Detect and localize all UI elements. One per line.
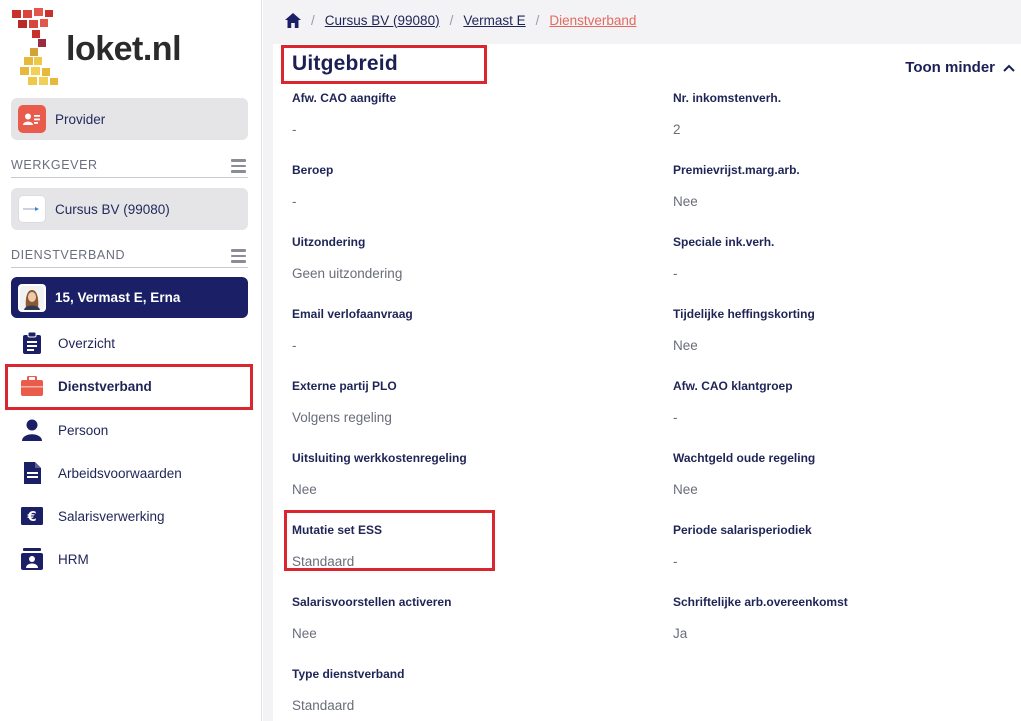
- field-beroep: [292, 163, 622, 209]
- field-value: Nee: [673, 338, 698, 353]
- field-label: Nr. inkomstenverh.: [673, 91, 782, 105]
- euro-icon: [21, 505, 43, 527]
- field-label: Uitzondering: [292, 235, 366, 249]
- nav-item-hrm[interactable]: [0, 539, 262, 579]
- field-tijdelijke-heffingskorting: [673, 307, 1003, 353]
- employee-label: 15, Vermast E, Erna: [55, 290, 181, 305]
- field-nr-inkomstenverh: [673, 91, 1003, 137]
- employer-button[interactable]: [11, 188, 248, 230]
- dienstverband-menu-icon[interactable]: [231, 249, 246, 266]
- field-value: 2: [673, 122, 681, 137]
- breadcrumb-employer-link[interactable]: Cursus BV (99080): [324, 12, 440, 28]
- field-label: Afw. CAO aangifte: [292, 91, 397, 105]
- werkgever-menu-icon[interactable]: [231, 159, 246, 176]
- field-label: Externe partij PLO: [292, 379, 397, 393]
- nav-label-persoon: Persoon: [58, 422, 109, 438]
- field-label: Salarisvoorstellen activeren: [292, 595, 452, 609]
- field-externe-partij-plo: [292, 379, 622, 425]
- field-value: -: [292, 122, 297, 137]
- dienstverband-heading: DIENSTVERBAND: [11, 248, 126, 262]
- nav-item-overzicht[interactable]: [0, 323, 262, 363]
- field-value: Geen uitzondering: [292, 266, 403, 281]
- chevron-up-icon: [1003, 64, 1015, 72]
- clipboard-icon: [21, 332, 43, 354]
- main-content: [263, 0, 1021, 721]
- hrm-icon: [21, 548, 43, 570]
- field-label: Periode salarisperiodiek: [673, 523, 812, 537]
- svg-text:€: €: [27, 510, 37, 525]
- field-label: Afw. CAO klantgroep: [673, 379, 793, 393]
- field-value: Nee: [673, 482, 698, 497]
- breadcrumb-employee-link[interactable]: Vermast E: [463, 12, 526, 28]
- logo-mark-icon: [10, 8, 70, 86]
- werkgever-section-header: [11, 156, 248, 178]
- nav-label-overzicht: Overzicht: [58, 335, 116, 351]
- nav-item-arbeidsvoorwaarden[interactable]: [0, 453, 262, 493]
- field-schriftelijke-arb-overeenkomst: [673, 595, 1003, 641]
- breadcrumb-separator: /: [449, 12, 454, 28]
- uitgebreid-card: [273, 44, 1021, 721]
- field-value: Volgens regeling: [292, 410, 392, 425]
- provider-button[interactable]: [11, 98, 248, 140]
- field-value: -: [673, 410, 678, 425]
- nav-item-persoon[interactable]: [0, 410, 262, 450]
- field-label: Wachtgeld oude regeling: [673, 451, 816, 465]
- nav-label-arbeidsvoorwaarden: Arbeidsvoorwaarden: [58, 465, 182, 481]
- employee-button[interactable]: [11, 277, 248, 318]
- breadcrumb-current-link[interactable]: Dienstverband: [549, 12, 637, 28]
- employee-avatar: [18, 284, 46, 312]
- highlight-mutatie-set-ess: [284, 510, 495, 571]
- nav-label-dienstverband: Dienstverband: [58, 378, 152, 394]
- field-wachtgeld-oude-regeling: [673, 451, 1003, 497]
- field-label: Mutatie set ESS: [292, 523, 383, 537]
- highlight-uitgebreid-title: [281, 45, 487, 84]
- field-label: Premievrijst.marg.arb.: [673, 163, 800, 177]
- field-type-dienstverband: [292, 667, 622, 713]
- person-icon: [21, 419, 43, 441]
- field-label: Speciale ink.verh.: [673, 235, 775, 249]
- field-value: Standaard: [292, 698, 355, 713]
- nav-label-salarisverwerking: Salarisverwerking: [58, 508, 165, 524]
- field-email-verlofaanvraag: [292, 307, 622, 353]
- field-label: Beroep: [292, 163, 334, 177]
- field-value: Standaard: [292, 554, 355, 569]
- breadcrumb-separator: /: [311, 12, 315, 28]
- field-afw-cao-klantgroep: [673, 379, 1003, 425]
- employer-logo-icon: [18, 195, 46, 223]
- logo-text: loket.nl: [66, 30, 182, 68]
- employer-label: Cursus BV (99080): [55, 201, 170, 217]
- field-label: Tijdelijke heffingskorting: [673, 307, 815, 321]
- field-value: -: [673, 554, 678, 569]
- field-periode-salarisperiodiek: [673, 523, 1003, 569]
- field-speciale-ink-verh: [673, 235, 1003, 281]
- toon-minder-toggle[interactable]: [905, 59, 1015, 76]
- field-afw-cao-aangifte: [292, 91, 622, 137]
- breadcrumb: [285, 9, 636, 31]
- field-value: -: [292, 194, 297, 209]
- werkgever-heading: WERKGEVER: [11, 158, 98, 172]
- card-title: Uitgebreid: [292, 52, 398, 75]
- field-label: Schriftelijke arb.overeenkomst: [673, 595, 848, 609]
- toggle-label: Toon minder: [905, 59, 995, 76]
- field-premievrijst-marg-arb: [673, 163, 1003, 209]
- document-icon: [21, 462, 43, 484]
- dienstverband-section-header: [11, 246, 248, 268]
- field-salarisvoorstellen-activeren: [292, 595, 622, 641]
- nav-item-salarisverwerking[interactable]: [0, 496, 262, 536]
- field-value: -: [292, 338, 297, 353]
- field-value: Nee: [292, 626, 317, 641]
- loket-logo[interactable]: [10, 8, 210, 86]
- field-value: Ja: [673, 626, 688, 641]
- field-value: Nee: [673, 194, 698, 209]
- field-value: -: [673, 266, 678, 281]
- field-value: Nee: [292, 482, 317, 497]
- nav-label-hrm: HRM: [58, 551, 89, 567]
- field-uitsluiting-werkkostenregeling: [292, 451, 622, 497]
- field-label: Type dienstverband: [292, 667, 405, 681]
- home-icon[interactable]: [285, 13, 301, 28]
- sidebar: [0, 0, 262, 721]
- field-uitzondering: [292, 235, 622, 281]
- field-label: Uitsluiting werkkostenregeling: [292, 451, 467, 465]
- breadcrumb-separator: /: [535, 12, 540, 28]
- provider-contact-icon: [18, 105, 46, 133]
- highlight-dienstverband-nav: [5, 364, 253, 410]
- field-label: Email verlofaanvraag: [292, 307, 413, 321]
- provider-label: Provider: [55, 111, 106, 127]
